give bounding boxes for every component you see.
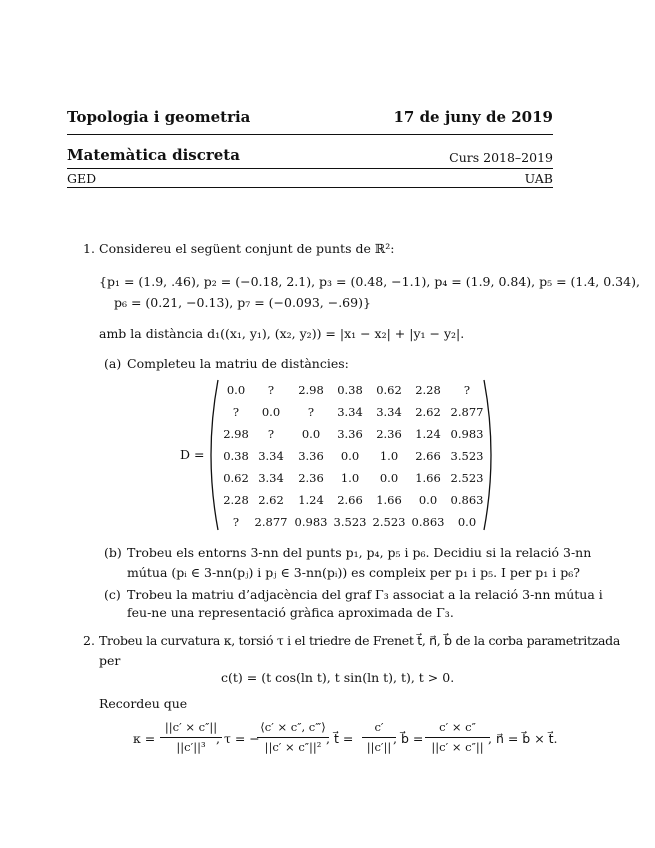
matrix-cell-r6-c5: 1.66 [376, 493, 402, 507]
tau-fraction-bar [257, 737, 329, 738]
matrix-cell-r1-c2: ? [267, 383, 275, 397]
tau-denominator: ||c′ × c″||² [264, 740, 322, 754]
matrix-cell-r1-c6: 2.28 [415, 383, 441, 397]
matrix-cell-r5-c7: 2.523 [450, 471, 484, 485]
part-b-line-1: Trobeu els entorns 3-nn del punts p₁, p₄, p₅ i p₆. Decidiu si la relació 3-nn [127, 545, 592, 560]
matrix-cell-r4-c6: 2.66 [415, 449, 441, 463]
curve-definition: c(t) = (t cos(ln t), t sin(ln t), t), t > 0. [221, 670, 455, 685]
exam-date: 17 de juny de 2019 [393, 108, 553, 126]
matrix-cell-r2-c5: 3.34 [376, 405, 402, 419]
tau-numerator: ⟨c′ × c″, c‴⟩ [260, 720, 326, 734]
matrix-cell-r1-c1: 0.0 [226, 383, 246, 397]
university-name: UAB [524, 171, 553, 186]
points-line-2: p₆ = (0.21, −0.13), p₇ = (−0.093, −.69)} [114, 295, 371, 310]
matrix-cell-r1-c5: 0.62 [376, 383, 402, 397]
matrix-cell-r2-c3: ? [307, 405, 315, 419]
matrix-cell-r4-c2: 3.34 [258, 449, 284, 463]
matrix-cell-r6-c6: 0.0 [418, 493, 438, 507]
matrix-cell-r6-c4: 2.66 [337, 493, 363, 507]
matrix-cell-r2-c1: ? [232, 405, 240, 419]
matrix-cell-r2-c7: 2.877 [450, 405, 484, 419]
problem-2-line-2: per [99, 653, 121, 668]
kappa-lhs: κ = [133, 731, 156, 746]
matrix-cell-r1-c7: ? [463, 383, 471, 397]
header-rule-top [67, 134, 553, 135]
problem-2-line-1: Trobeu la curvatura κ, torsió τ i el triedre de Frenet t⃗, n⃗, b⃗ de la corba parametritzada [99, 633, 621, 648]
kappa-fraction-bar [160, 737, 222, 738]
header-rule-middle [67, 168, 553, 169]
matrix-cell-r6-c2: 2.62 [258, 493, 284, 507]
matrix-cell-r3-c1: 2.98 [223, 427, 249, 441]
matrix-label: D = [180, 447, 205, 462]
matrix-cell-r3-c4: 3.36 [337, 427, 363, 441]
t-denominator: ||c′|| [366, 740, 392, 754]
matrix-cell-r3-c3: 0.0 [301, 427, 321, 441]
matrix-cell-r3-c6: 1.24 [415, 427, 441, 441]
matrix-cell-r4-c4: 0.0 [340, 449, 360, 463]
program-name: GED [67, 171, 97, 186]
t-fraction-bar [362, 737, 396, 738]
matrix-cell-r7-c3: 0.983 [294, 515, 328, 529]
matrix-cell-r3-c5: 2.36 [376, 427, 402, 441]
matrix-cell-r5-c6: 1.66 [415, 471, 441, 485]
problem-1-number: 1. [83, 241, 95, 256]
part-c-line-1: Trobeu la matriu d’adjacència del graf Γ₃ associat a la relació 3-nn mútua i [127, 587, 603, 602]
part-b-line-2: mútua (pᵢ ∈ 3-nn(pⱼ) i pⱼ ∈ 3-nn(pᵢ)) es compleix per p₁ i p₅. I per p₁ i p₆? [127, 565, 580, 580]
problem-2-number: 2. [83, 633, 95, 648]
points-line-1: {p₁ = (1.9, .46), p₂ = (−0.18, 2.1), p₃ = (0.48, −1.1), p₄ = (1.9, 0.84), p₅ = (1.4, 0.34), [99, 274, 640, 289]
matrix-cell-r6-c1: 2.28 [223, 493, 249, 507]
matrix-cell-r5-c5: 0.0 [379, 471, 399, 485]
matrix-cell-r7-c2: 2.877 [254, 515, 288, 529]
matrix-cell-r4-c3: 3.36 [298, 449, 324, 463]
t-lhs: , t⃗ = [326, 731, 354, 746]
matrix-cell-r5-c3: 2.36 [298, 471, 324, 485]
matrix-cell-r3-c7: 0.983 [450, 427, 484, 441]
matrix-cell-r4-c7: 3.523 [450, 449, 484, 463]
matrix-cell-r4-c1: 0.38 [223, 449, 249, 463]
matrix-cell-r3-c2: ? [267, 427, 275, 441]
matrix-cell-r5-c2: 3.34 [258, 471, 284, 485]
t-numerator: c′ [374, 720, 384, 734]
part-b-label: (b) [104, 545, 122, 560]
matrix-cell-r6-c7: 0.863 [450, 493, 484, 507]
part-a-text: Completeu la matriu de distàncies: [127, 356, 349, 371]
part-c-line-2: feu-ne una representació gràfica aproximada de Γ₃. [127, 605, 454, 620]
matrix-cell-r2-c2: 0.0 [261, 405, 281, 419]
matrix-cell-r7-c1: ? [232, 515, 240, 529]
matrix-cell-r1-c4: 0.38 [337, 383, 363, 397]
kappa-numerator: ||c′ × c″|| [164, 720, 218, 734]
matrix-cell-r2-c4: 3.34 [337, 405, 363, 419]
matrix-cell-r7-c4: 3.523 [333, 515, 367, 529]
matrix-cell-r7-c6: 0.863 [411, 515, 445, 529]
part-c-label: (c) [104, 587, 121, 602]
tau-lhs: , τ = − [216, 731, 260, 746]
matrix-cell-r7-c5: 2.523 [372, 515, 406, 529]
b-fraction-bar [425, 737, 490, 738]
problem-1-intro: Considereu el següent conjunt de punts de ℝ²: [99, 241, 395, 256]
academic-year: Curs 2018–2019 [449, 150, 553, 165]
header-rule-bottom [67, 187, 553, 188]
matrix-cell-r7-c7: 0.0 [457, 515, 477, 529]
matrix-cell-r2-c6: 2.62 [415, 405, 441, 419]
b-denominator: ||c′ × c″|| [431, 740, 484, 754]
matrix-cell-r4-c5: 1.0 [379, 449, 399, 463]
distance-definition: amb la distància d₁((x₁, y₁), (x₂, y₂)) = |x₁ − x₂| + |y₁ − y₂|. [99, 326, 465, 341]
b-lhs: , b⃗ = [393, 731, 424, 746]
remember-text: Recordeu que [99, 696, 188, 711]
subject-title: Matemàtica discreta [67, 146, 240, 164]
matrix-cell-r6-c3: 1.24 [298, 493, 324, 507]
matrix-cell-r5-c1: 0.62 [223, 471, 249, 485]
course-title: Topologia i geometria [67, 108, 251, 126]
kappa-denominator: ||c′||³ [176, 740, 206, 754]
b-numerator: c′ × c″ [439, 720, 476, 734]
n-expression: , n⃗ = b⃗ × t⃗. [488, 731, 558, 746]
part-a-label: (a) [104, 356, 122, 371]
matrix-cell-r5-c4: 1.0 [340, 471, 360, 485]
matrix-cell-r1-c3: 2.98 [298, 383, 324, 397]
